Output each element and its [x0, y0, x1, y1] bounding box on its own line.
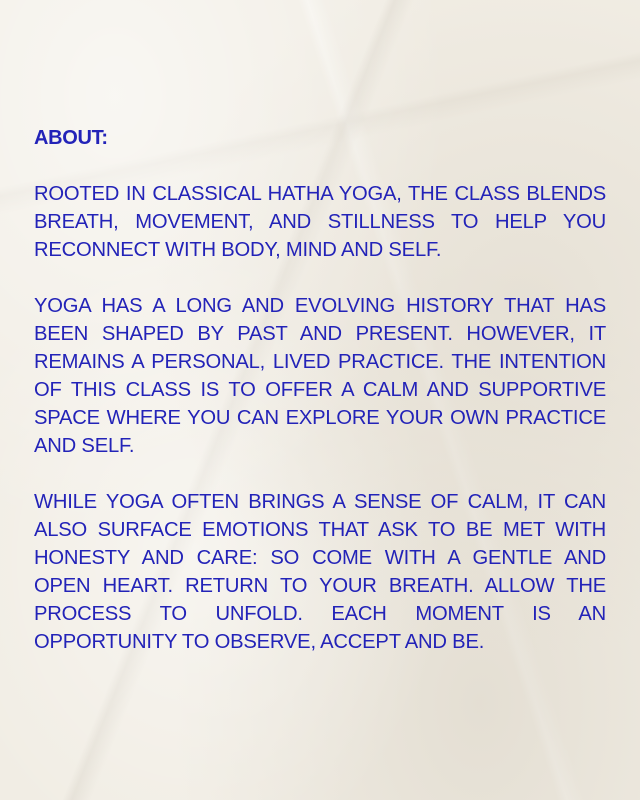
about-section: [34, 124, 606, 656]
paragraph-2: YOGA HAS A LONG AND EVOLVING HISTORY THAT HAS BEEN SHAPED BY PAST AND PRESENT. HOWEVER, IT REMAINS A PERSONAL, LIVED PRACTICE. THE INTENTION OF THIS CLASS IS TO OFFER A CALM AND SUPPORTIVE SPACE WHERE YOU CAN EXPLORE YOUR OWN PRACTICE AND SELF.: [34, 295, 606, 457]
section-heading: ABOUT:: [34, 127, 108, 149]
paragraph-1: ROOTED IN CLASSICAL HATHA YOGA, THE CLASS BLENDS BREATH, MOVEMENT, AND STILLNESS TO HELP YOU RECONNECT WITH BODY, MIND AND SELF.: [34, 183, 606, 261]
paragraph-3: WHILE YOGA OFTEN BRINGS A SENSE OF CALM, IT CAN ALSO SURFACE EMOTIONS THAT ASK TO BE MET WITH HONESTY AND CARE: SO COME WITH A GENTLE AND OPEN HEART. RETURN TO YOUR BREATH. ALLOW THE PROCESS TO UNFOLD. EACH MOMENT IS AN OPPORTUNITY TO OBSERVE, ACCEPT AND BE.: [34, 491, 606, 653]
